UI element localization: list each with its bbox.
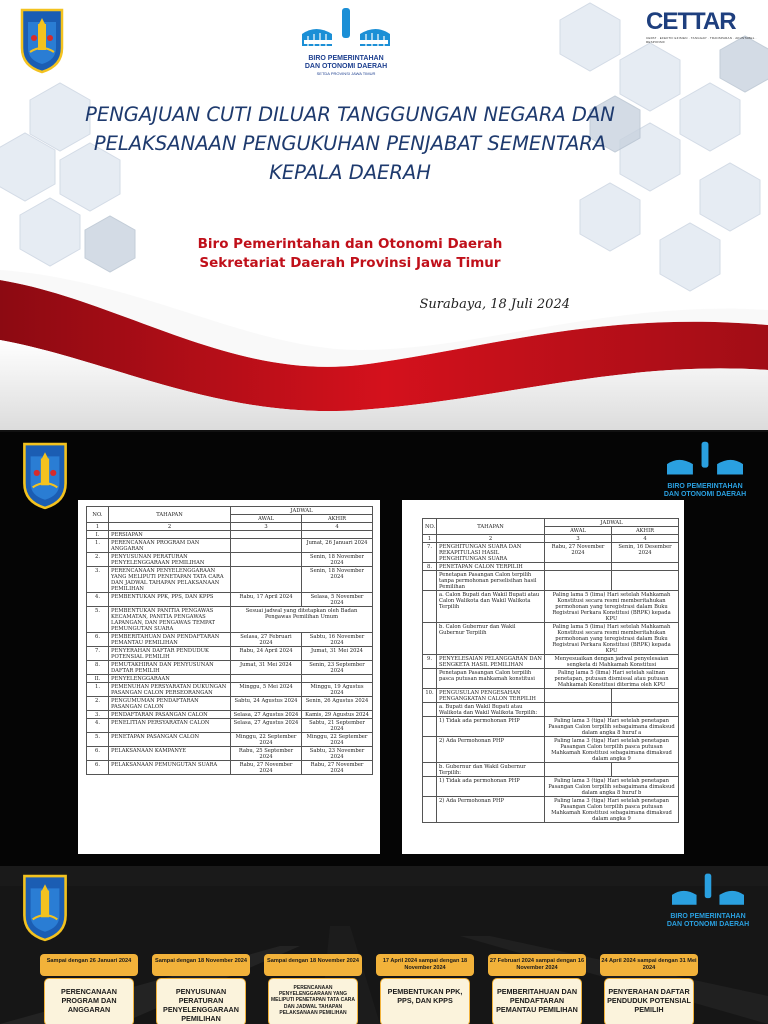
cell-jadwal-merged: Paling lama 3 (tiga) Hari setelah penetapan Pasangan Calon terpilih pasca putusan Mahkamah Konstitusi sebagaimana dimaksud dalam angka 9 [545, 797, 679, 823]
cell-awal [231, 567, 302, 593]
table-row [87, 593, 373, 607]
cell-no: 7. [423, 543, 437, 563]
schedule-slide [0, 432, 768, 866]
cell-awal: Rabu, 24 April 2024 [231, 647, 302, 661]
step-date: Sampai dengan 18 November 2024 [152, 954, 250, 976]
biro-pemerintahan-logo [296, 6, 396, 80]
cell-tahapan: PEMBERITAHUAN DAN PENDAFTARAN PEMANTAU PEMILIHAN [109, 633, 231, 647]
cell-akhir: Jumat, 31 Mei 2024 [302, 647, 373, 661]
table-row [87, 697, 373, 711]
cell-tahapan: PEMUTAKHIRAN DAN PENYUSUNAN DAFTAR PEMILIH [109, 661, 231, 675]
cell-no: 8. [87, 661, 109, 675]
header-jadwal: JADWAL [231, 507, 373, 515]
title-line-2: PELAKSANAAN PENGUKUHAN PENJABAT SEMENTARA [93, 132, 607, 155]
step-label: PERENCANAAN PENYELENGGARAAN YANG MELIPUTI PENETAPAN TATA CARA DAN JADWAL TAHAPAN PELAKSANAAN PEMILIHAN [268, 978, 358, 1024]
cell-akhir [612, 703, 679, 717]
cell-akhir: Sabtu, 21 September 2024 [302, 719, 373, 733]
header-jadwal: JADWAL [545, 519, 679, 527]
cell-akhir: Minggu, 22 September 2024 [302, 733, 373, 747]
cell-tahapan: b. Gubernur dan Wakil Gubernur Terpilih: [437, 763, 545, 777]
cell-no [423, 669, 437, 689]
table-row [423, 571, 679, 591]
cell-awal: Sabtu, 24 Agustus 2024 [231, 697, 302, 711]
cell-awal: Minggu, 22 September 2024 [231, 733, 302, 747]
header-no: NO. [87, 507, 109, 523]
cell-no: 9. [423, 655, 437, 669]
cell-tahapan: 2) Ada Permohonan PHP [437, 737, 545, 763]
cell-jadwal-merged: Paling lama 3 (tiga) Hari setelah penetapan Pasangan Calon terpilih sebagaimana dimaksud dalam angka 8 huruf a [545, 717, 679, 737]
cell-awal [545, 763, 612, 777]
cell-tahapan: a. Calon Bupati dan Wakil Bupati atau Calon Walikota dan Wakil Walikota Terpilih [437, 591, 545, 623]
cell-awal [545, 563, 612, 571]
cell-tahapan: PEMBENTUKAN PANITIA PENGAWAS KECAMATAN, PANITIA PENGAWAS LAPANGAN, DAN PENGAWAS TEMPAT PEMUNGUTAN SUARA [109, 607, 231, 633]
step-date: Sampai dengan 26 Januari 2024 [40, 954, 138, 976]
table-row [87, 761, 373, 775]
cell-akhir [612, 571, 679, 591]
cell-awal: Rabu, 27 November 2024 [231, 761, 302, 775]
cell-awal: Minggu, 5 Mei 2024 [231, 683, 302, 697]
cell-tahapan: PENETAPAN PASANGAN CALON [109, 733, 231, 747]
cell-akhir: Senin, 16 Desember 2024 [612, 543, 679, 563]
header-tahapan: TAHAPAN [437, 519, 545, 535]
center-logo-line2: DAN OTONOMI DAERAH [304, 63, 388, 70]
cell-tahapan: PENDAFTARAN PASANGAN CALON [109, 711, 231, 719]
cell-akhir: Senin, 18 November 2024 [302, 567, 373, 593]
right-logo-line1: BIRO PEMERINTAHAN [670, 913, 746, 920]
flag-wave [0, 270, 768, 430]
cell-awal [545, 689, 612, 703]
cell-tahapan: PENYELENGGARAAN [109, 675, 231, 683]
table-row [423, 669, 679, 689]
header-awal: AWAL [545, 527, 612, 535]
cell-tahapan: PENYUSUNAN PERATURAN PENYELENGGARAAN PEMILIHAN [109, 553, 231, 567]
step-date: Sampai dengan 18 November 2024 [264, 954, 362, 976]
cell-tahapan: PENYERAHAN DAFTAR PENDUDUK POTENSIAL PEMILIH [109, 647, 231, 661]
table-row [423, 623, 679, 655]
cell-tahapan: 2) Ada Permohonan PHP [437, 797, 545, 823]
jawa-timur-emblem-icon [18, 8, 66, 74]
cell-akhir: Sabtu, 16 November 2024 [302, 633, 373, 647]
timeline-step [40, 954, 138, 1024]
cell-no: 6. [87, 761, 109, 775]
cell-jadwal-merged: Paling lama 3 (tiga) Hari setelah penetapan Pasangan Calon terpilih pasca putusan Mahkamah Konstitusi sebagaimana dimaksud dalam angka 9 [545, 737, 679, 763]
cell-awal: Selasa, 27 Agustus 2024 [231, 719, 302, 733]
table-row [87, 567, 373, 593]
timeline-step [376, 954, 474, 1024]
cell-awal [231, 553, 302, 567]
table-row [87, 531, 373, 539]
monument-icon [660, 440, 750, 478]
cell-tahapan: Penetapan Pasangan Calon terpilih tanpa permohonan perselisihan hasil Pemilihan [437, 571, 545, 591]
step-date: 17 April 2024 sampai dengan 18 November 2024 [376, 954, 474, 976]
cettar-tagline: CEPAT · EFEKTIF EFISIEN · TANGGAP · TRANSPARAN · AKUNTABEL · RESPONSIF [646, 36, 757, 44]
cell-akhir [612, 689, 679, 703]
cell-no [423, 737, 437, 763]
index-4: 4 [302, 523, 373, 531]
step-label: PEMBENTUKAN PPK, PPS, DAN KPPS [380, 978, 470, 1024]
cell-akhir: Senin, 23 September 2024 [302, 661, 373, 675]
table-row [87, 683, 373, 697]
table-row [87, 607, 373, 633]
cell-no [423, 777, 437, 797]
cell-akhir: Kamis, 29 Agustus 2024 [302, 711, 373, 719]
cell-tahapan: b. Calon Gubernur dan Wakil Gubernur Terpilih [437, 623, 545, 655]
cell-no: I. [87, 531, 109, 539]
cell-akhir [302, 675, 373, 683]
right-logo-line2: DAN OTONOMI DAERAH [666, 921, 750, 928]
cell-akhir: Sabtu, 23 November 2024 [302, 747, 373, 761]
cell-no: 4. [87, 593, 109, 607]
cell-no: 5. [87, 607, 109, 633]
subtitle-line-1: Biro Pemerintahan dan Otonomi Daerah [197, 236, 503, 252]
cell-no [423, 571, 437, 591]
cell-no: 1. [87, 539, 109, 553]
cell-jadwal-merged: Menyesuaikan dengan jadwal penyelesaian sengketa di Mahkamah Konstitusi [545, 655, 679, 669]
cell-awal [545, 571, 612, 591]
cell-no: 1. [87, 683, 109, 697]
cell-akhir: Selasa, 5 November 2024 [302, 593, 373, 607]
title-line-1: PENGAJUAN CUTI DILUAR TANGGUNGAN NEGARA DAN [85, 103, 615, 126]
cell-tahapan: PENGHITUNGAN SUARA DAN REKAPITULASI HASIL PENGHITUNGAN SUARA [437, 543, 545, 563]
table-row [423, 797, 679, 823]
cettar-logo [646, 8, 760, 48]
cell-no: 7. [87, 647, 109, 661]
cell-tahapan: PEMENUHAN PERSYARATAN DUKUNGAN PASANGAN CALON PERSEORANGAN [109, 683, 231, 697]
index-1: 1 [87, 523, 109, 531]
table-row [423, 737, 679, 763]
cell-jadwal-merged: Sesuai jadwal yang ditetapkan oleh Badan Pengawas Pemilihan Umum [231, 607, 373, 633]
index-4: 4 [612, 535, 679, 543]
cell-no: 3. [87, 567, 109, 593]
schedule-document-page-2 [402, 500, 684, 854]
table-row [87, 675, 373, 683]
timeline-step [264, 954, 362, 1024]
cell-tahapan: 1) Tidak ada permohonan PHP [437, 717, 545, 737]
schedule-table-1 [86, 506, 373, 775]
cell-jadwal-merged: Paling lama 5 (lima) Hari setelah Mahkamah Konstitusi secara resmi memberitahukan permohonan yang teregistrasi dalam Buku Registrasi Perkara Konstitusi (BRPK) kepada KPU [545, 591, 679, 623]
cell-awal [231, 531, 302, 539]
jawa-timur-emblem-icon [20, 874, 70, 942]
table-row [423, 655, 679, 669]
cell-awal: Selasa, 27 Agustus 2024 [231, 711, 302, 719]
index-1: 1 [423, 535, 437, 543]
cell-awal: Rabu, 25 September 2024 [231, 747, 302, 761]
cell-awal: Selasa, 27 Februari 2024 [231, 633, 302, 647]
cell-tahapan: PERSIAPAN [109, 531, 231, 539]
cell-akhir [302, 531, 373, 539]
cell-no: II. [87, 675, 109, 683]
index-3: 3 [545, 535, 612, 543]
timeline-step [488, 954, 586, 1024]
table-row [87, 711, 373, 719]
table-row [87, 647, 373, 661]
cell-no [423, 797, 437, 823]
monument-icon [296, 6, 396, 50]
subtitle [160, 235, 540, 273]
step-label: PENYERAHAN DAFTAR PENDUDUK POTENSIAL PEMILIH [604, 978, 694, 1024]
cell-no: 10. [423, 689, 437, 703]
table-row [423, 717, 679, 737]
table-row [423, 777, 679, 797]
biro-pemerintahan-logo [660, 440, 750, 502]
cell-tahapan: PERENCANAAN PROGRAM DAN ANGGARAN [109, 539, 231, 553]
monument-icon [660, 872, 756, 908]
center-logo-line3: SETDA PROVINSI JAWA TIMUR [316, 71, 376, 76]
cell-tahapan: PEMBENTUKAN PPK, PPS, DAN KPPS [109, 593, 231, 607]
cell-no [423, 623, 437, 655]
cell-tahapan: PELAKSANAAN PEMUNGUTAN SUARA [109, 761, 231, 775]
cell-tahapan: PENGUMUMAN PENDAFTARAN PASANGAN CALON [109, 697, 231, 711]
biro-pemerintahan-logo [660, 872, 756, 932]
title-line-3: KEPALA DAERAH [269, 161, 431, 184]
step-label: PERENCANAAN PROGRAM DAN ANGGARAN [44, 978, 134, 1024]
cell-no: 6. [87, 633, 109, 647]
cettar-word: CETTAR [646, 8, 736, 35]
table-row [423, 763, 679, 777]
table-row [87, 633, 373, 647]
cell-no: 6. [87, 747, 109, 761]
cell-no: 2. [87, 697, 109, 711]
center-logo-line1: BIRO PEMERINTAHAN [308, 55, 384, 62]
cell-awal [231, 675, 302, 683]
cell-no [423, 763, 437, 777]
place-date: Surabaya, 18 Juli 2024 [419, 297, 570, 312]
table-row [423, 563, 679, 571]
cell-tahapan: a. Bupati dan Wakil Bupati atau Walikota dan Wakil Walikota Terpilih: [437, 703, 545, 717]
table-row [87, 553, 373, 567]
step-date: 27 Februari 2024 sampai dengan 16 November 2024 [488, 954, 586, 976]
cell-no: 3. [87, 711, 109, 719]
step-label: PENYUSUNAN PERATURAN PENYELENGGARAAN PEMILIHAN [156, 978, 246, 1024]
cell-no [423, 591, 437, 623]
step-date: 24 April 2024 sampai dengan 31 Mei 2024 [600, 954, 698, 976]
title-slide [0, 0, 768, 430]
cell-no: 4. [87, 719, 109, 733]
table-row [423, 703, 679, 717]
timeline-step [600, 954, 698, 1024]
cell-no: 2. [87, 553, 109, 567]
cell-jadwal-merged: Paling lama 3 (tiga) Hari setelah penetapan Pasangan Calon terpilih sebagaimana dimaksud dalam angka 8 huruf b [545, 777, 679, 797]
schedule-table-2 [422, 518, 679, 823]
step-label: PEMBERITAHUAN DAN PENDAFTARAN PEMANTAU PEMILIHAN [492, 978, 582, 1024]
cell-awal: Jumat, 31 Mei 2024 [231, 661, 302, 675]
table-row [423, 591, 679, 623]
right-logo-line2: DAN OTONOMI DAERAH [663, 491, 747, 498]
cell-tahapan: PENELITIAN PERSYARATAN CALON [109, 719, 231, 733]
cell-akhir: Senin, 18 November 2024 [302, 553, 373, 567]
index-3: 3 [231, 523, 302, 531]
table-row [87, 539, 373, 553]
table-row [87, 661, 373, 675]
cell-no: 8. [423, 563, 437, 571]
table-row [87, 747, 373, 761]
cell-jadwal-merged: Paling lama 5 (lima) Hari setelah Mahkamah Konstitusi secara resmi memberitahukan permohonan yang teregistrasi dalam Buku Registrasi Perkara Konstitusi (BRPK) kepada KPU [545, 623, 679, 655]
header-akhir: AKHIR [302, 515, 373, 523]
cell-tahapan: Penetapan Pasangan Calon terpilih pasca putusan mahkamah konstitusi [437, 669, 545, 689]
cell-tahapan: PERENCANAAN PENYELENGGARAAN YANG MELIPUTI PENETAPAN TATA CARA DAN JADWAL TAHAPAN PELAKSANAAN PEMILIHAN [109, 567, 231, 593]
table-row [87, 719, 373, 733]
cell-akhir: Jumat, 26 Januari 2024 [302, 539, 373, 553]
cell-no [423, 703, 437, 717]
jawa-timur-emblem-icon [20, 442, 70, 510]
header-awal: AWAL [231, 515, 302, 523]
table-row [423, 543, 679, 563]
cell-no [423, 717, 437, 737]
cell-awal: Rabu, 17 April 2024 [231, 593, 302, 607]
index-2: 2 [437, 535, 545, 543]
cell-awal [231, 539, 302, 553]
right-logo-line1: BIRO PEMERINTAHAN [667, 483, 743, 490]
cell-awal [545, 703, 612, 717]
cell-akhir [612, 563, 679, 571]
cell-akhir: Rabu, 27 November 2024 [302, 761, 373, 775]
cell-no: 5. [87, 733, 109, 747]
timeline-slide [0, 866, 768, 1024]
cell-akhir: Senin, 26 Agustus 2024 [302, 697, 373, 711]
header-tahapan: TAHAPAN [109, 507, 231, 523]
table-row [87, 733, 373, 747]
cell-akhir: Minggu, 19 Agustus 2024 [302, 683, 373, 697]
timeline-step [152, 954, 250, 1024]
cell-tahapan: PENGUSULAN PENGESAHAN PENGANGKATAN CALON TERPILIH [437, 689, 545, 703]
cell-tahapan: 1) Tidak ada permohonan PHP [437, 777, 545, 797]
cell-akhir [612, 763, 679, 777]
cell-tahapan: PELAKSANAAN KAMPANYE [109, 747, 231, 761]
page-title [60, 100, 640, 187]
header-akhir: AKHIR [612, 527, 679, 535]
header-no: NO. [423, 519, 437, 535]
cell-jadwal-merged: Paling lama 5 (lima) Hari setelah salinan penetapan, putusan dismissal atau putusan Mahkamah Konstitusi diterima oleh KPU [545, 669, 679, 689]
table-row [423, 689, 679, 703]
index-2: 2 [109, 523, 231, 531]
schedule-document-page-1 [78, 500, 380, 854]
cell-tahapan: PENYELESAIAN PELANGGARAN DAN SENGKETA HASIL PEMILIHAN [437, 655, 545, 669]
subtitle-line-2: Sekretariat Daerah Provinsi Jawa Timur [199, 255, 501, 271]
cell-awal: Rabu, 27 November 2024 [545, 543, 612, 563]
cell-tahapan: PENETAPAN CALON TERPILIH [437, 563, 545, 571]
